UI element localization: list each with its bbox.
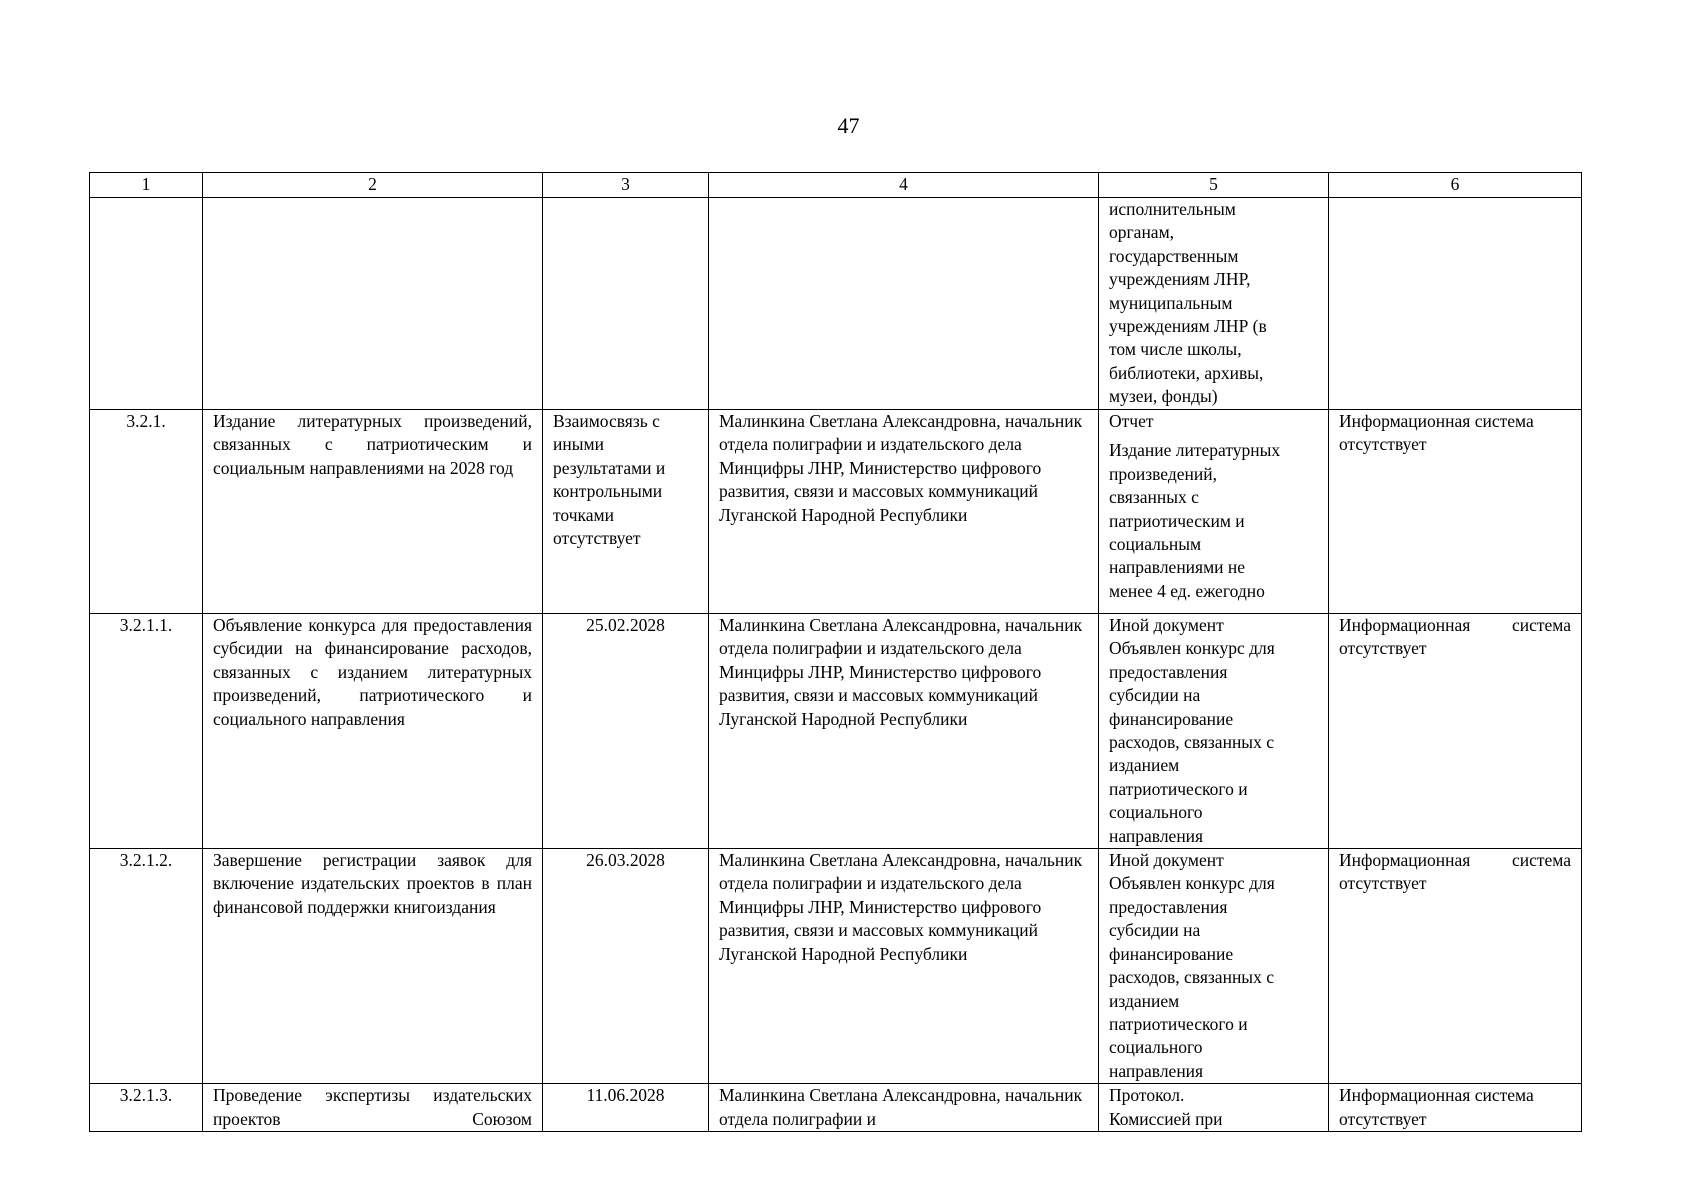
document-line: том числе школы, xyxy=(1109,339,1242,360)
cell-document xyxy=(1099,198,1329,410)
cell-system: Информационная система отсутствует xyxy=(1329,1084,1582,1132)
document-type: Иной документ xyxy=(1109,850,1224,871)
document-type: Иной документ xyxy=(1109,615,1224,635)
document-type: Отчет xyxy=(1109,411,1154,431)
column-header: 1 xyxy=(90,173,203,198)
document-line: произведений, xyxy=(1109,463,1217,484)
cell-number: 3.2.1. xyxy=(90,410,203,614)
document-line: изданием xyxy=(1109,755,1180,776)
document-line: патриотического и xyxy=(1109,778,1248,799)
page-number: 47 xyxy=(837,113,860,138)
cell-responsible: Малинкина Светлана Александровна, начальник отдела полиграфии и издательского дела Минцифры ЛНР, Министерство цифрового развития, связи и массовых коммуникаций Луганской Народной Республики xyxy=(709,849,1099,1084)
column-header: 3 xyxy=(543,173,709,198)
column-header: 2 xyxy=(203,173,543,198)
cell-document xyxy=(1099,849,1329,1084)
column-header: 5 xyxy=(1099,173,1329,198)
document-line: направления xyxy=(1109,1060,1204,1081)
cell-responsible: Малинкина Светлана Александровна, начальник отдела полиграфии и издательского дела Минцифры ЛНР, Министерство цифрового развития, связи и массовых коммуникаций Луганской Народной Республики xyxy=(709,614,1099,849)
cell-responsible xyxy=(709,198,1099,410)
table-header-row xyxy=(90,173,1582,198)
document-line: библиотеки, архивы, xyxy=(1109,362,1264,383)
cell-name: Завершение регистрации заявок для включение издательских проектов в план финансовой поддержки книгоиздания xyxy=(203,849,543,1084)
document-line: органам, xyxy=(1109,222,1175,243)
plan-table xyxy=(89,172,1582,1132)
table-row xyxy=(90,198,1582,410)
cell-name: Объявление конкурса для предоставления субсидии на финансирование расходов, связанных с изданием литературных произведений, патриотического и социального направления xyxy=(203,614,543,849)
document-line: субсидии на xyxy=(1109,685,1201,706)
cell-system: Информационная система отсутствует xyxy=(1329,849,1582,1084)
cell-name: Проведение экспертизы издательских проектов Союзом xyxy=(203,1084,543,1132)
document-line: социальным xyxy=(1109,534,1202,555)
document-line: расходов, связанных с xyxy=(1109,967,1274,988)
document-line: Комиссией при xyxy=(1109,1108,1223,1129)
document-line: менее 4 ед. ежегодно xyxy=(1109,580,1265,601)
document-line: исполнительным xyxy=(1109,199,1236,219)
document-type: Протокол. xyxy=(1109,1085,1185,1106)
document-line: учреждениям ЛНР (в xyxy=(1109,316,1267,337)
document-line: патриотическим и xyxy=(1109,510,1245,531)
document-line: субсидии на xyxy=(1109,920,1201,941)
table-row xyxy=(90,1084,1582,1132)
document-line: направлениями не xyxy=(1109,557,1246,578)
cell-deadline: Взаимосвязь с иными результатами и контрольными точками отсутствует xyxy=(543,410,709,614)
cell-deadline: 26.03.2028 xyxy=(543,849,709,1084)
document-line: социального xyxy=(1109,1037,1203,1058)
cell-system xyxy=(1329,198,1582,410)
document-line: предоставления xyxy=(1109,896,1228,917)
cell-number: 3.2.1.1. xyxy=(90,614,203,849)
cell-responsible: Малинкина Светлана Александровна, начальник отдела полиграфии и xyxy=(709,1084,1099,1132)
document-line: патриотического и xyxy=(1109,1013,1248,1034)
cell-number: 3.2.1.3. xyxy=(90,1084,203,1132)
cell-document xyxy=(1099,1084,1329,1132)
document-line: предоставления xyxy=(1109,661,1228,682)
document-line: государственным xyxy=(1109,245,1239,266)
document-line: изданием xyxy=(1109,990,1180,1011)
cell-deadline: 25.02.2028 xyxy=(543,614,709,849)
table-row xyxy=(90,849,1582,1084)
cell-document xyxy=(1099,614,1329,849)
document-line: музеи, фонды) xyxy=(1109,386,1218,407)
document-line: муниципальным xyxy=(1109,292,1233,313)
cell-name xyxy=(203,198,543,410)
cell-system: Информационная система отсутствует xyxy=(1329,410,1582,614)
document-line: направления xyxy=(1109,825,1204,846)
document-line: Издание литературных xyxy=(1109,440,1281,461)
document-line: расходов, связанных с xyxy=(1109,732,1274,753)
table-row xyxy=(90,410,1582,614)
cell-deadline: 11.06.2028 xyxy=(543,1084,709,1132)
document-line: связанных с xyxy=(1109,487,1199,508)
document-line: финансирование xyxy=(1109,708,1234,729)
cell-number xyxy=(90,198,203,410)
document-line: социального xyxy=(1109,802,1203,823)
cell-responsible: Малинкина Светлана Александровна, начальник отдела полиграфии и издательского дела Минцифры ЛНР, Министерство цифрового развития, связи и массовых коммуникаций Луганской Народной Республики xyxy=(709,410,1099,614)
document-line: Объявлен конкурс для xyxy=(1109,873,1275,894)
document-line: учреждениям ЛНР, xyxy=(1109,269,1251,290)
cell-system: Информационная система отсутствует xyxy=(1329,614,1582,849)
cell-document xyxy=(1099,410,1329,614)
table-row xyxy=(90,614,1582,849)
document-line: финансирование xyxy=(1109,943,1234,964)
column-header: 4 xyxy=(709,173,1099,198)
cell-deadline xyxy=(543,198,709,410)
cell-name: Издание литературных произведений, связанных с патриотическим и социальным направлениями на 2028 год xyxy=(203,410,543,614)
document-line: Объявлен конкурс для xyxy=(1109,638,1275,659)
column-header: 6 xyxy=(1329,173,1582,198)
cell-number: 3.2.1.2. xyxy=(90,849,203,1084)
